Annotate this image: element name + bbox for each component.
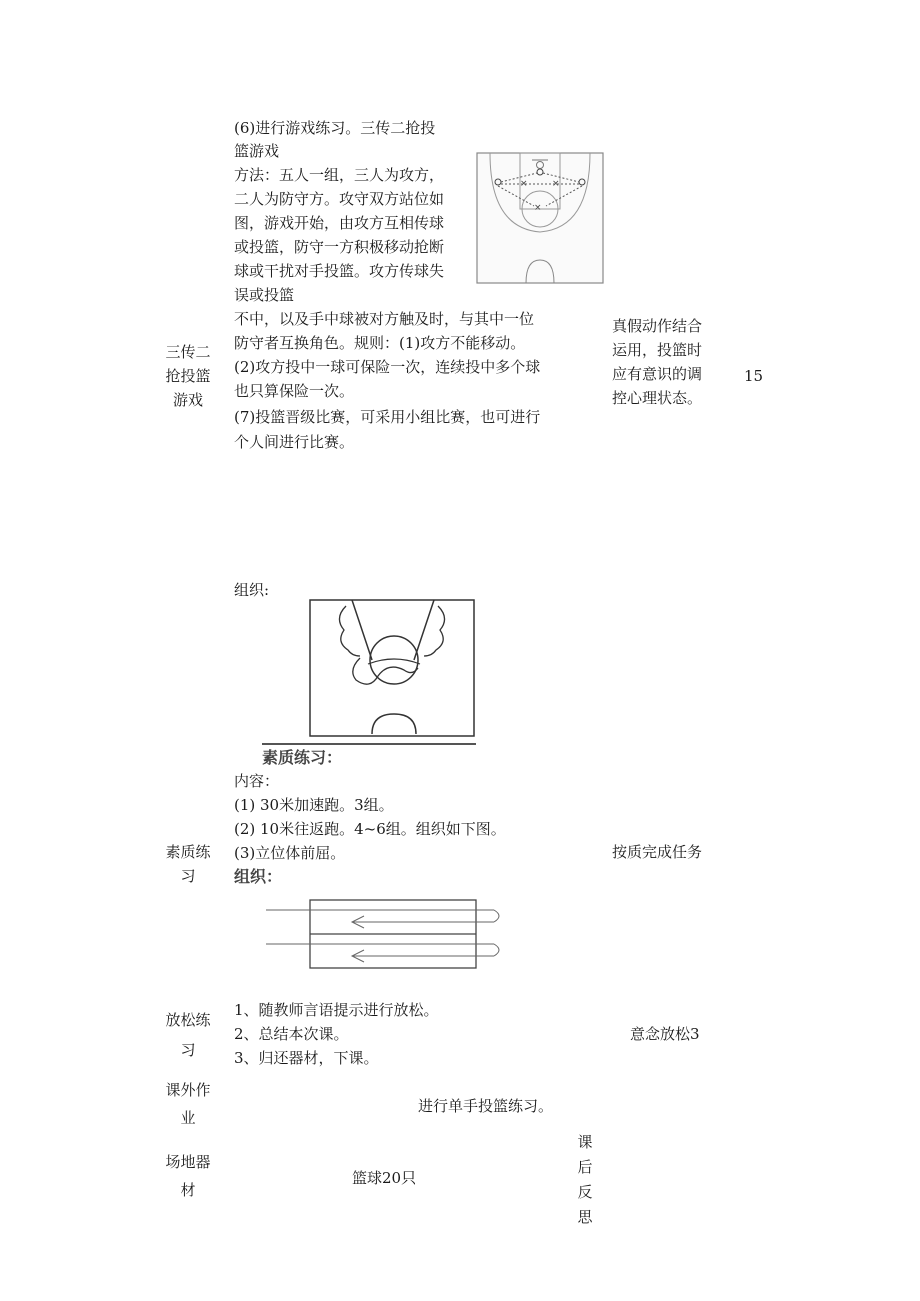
svg-text:×: × bbox=[534, 203, 542, 213]
content-line: (2) 10米往返跑。4~6组。组织如下图。 bbox=[234, 820, 506, 838]
section3-requirement: 意念放松3 bbox=[630, 1025, 700, 1043]
content-line: (1) 30米加速跑。3组。 bbox=[234, 796, 394, 814]
section1-requirement: 真假动作结合 运用，投篮时 应有意识的调 控心理状态。 bbox=[612, 317, 703, 407]
content-line: 方法：五人一组，三人为攻方， bbox=[234, 166, 445, 184]
content-line: 二人为防守方。攻守双方站位如 bbox=[234, 190, 445, 208]
content-line: 图，游戏开始，由攻方互相传球 bbox=[234, 214, 445, 232]
content-line: (3)立位体前屈。 bbox=[234, 844, 346, 862]
content-line: 球或干扰对手投篮。攻方传球失 bbox=[234, 262, 445, 280]
shuttle-run-diagram bbox=[266, 898, 506, 970]
section2-requirement: 按质完成任务 bbox=[612, 843, 703, 861]
reflection-label: 课 后 反 思 bbox=[577, 1133, 593, 1226]
section2-label: 素质练 习 bbox=[165, 843, 211, 885]
content-line: (2)攻方投中一球可保险一次，连续投中多个球 bbox=[234, 358, 541, 376]
half-court-diagram bbox=[476, 152, 604, 284]
section4-content: 进行单手投篮练习。 bbox=[418, 1097, 554, 1115]
content-line: 也只算保险一次。 bbox=[234, 382, 355, 400]
section2-org-label: 组织： bbox=[234, 867, 283, 886]
section4-label: 课外作 业 bbox=[165, 1081, 211, 1127]
content-line: 或投篮，防守一方积极移动抢断 bbox=[234, 238, 445, 256]
content-line: (6)进行游戏练习。三传二抢投 bbox=[234, 119, 436, 137]
svg-text:×: × bbox=[552, 179, 560, 189]
content-line: 篮游戏 bbox=[234, 142, 280, 160]
svg-text:×: × bbox=[520, 179, 528, 189]
section3-label: 放松练 习 bbox=[165, 1011, 211, 1059]
content-line: 内容： bbox=[234, 772, 280, 790]
section1-org-label: 组织: bbox=[234, 581, 270, 599]
content-line: 1、随教师言语提示进行放松。 bbox=[234, 1001, 439, 1019]
content-line: 2、总结本次课。 bbox=[234, 1025, 349, 1043]
content-line: 误或投篮 bbox=[234, 286, 295, 304]
content-line: (7)投篮晋级比赛，可采用小组比赛，也可进行 bbox=[234, 408, 541, 426]
shooting-drill-diagram bbox=[308, 598, 476, 748]
content-line: 个人间进行比赛。 bbox=[234, 433, 355, 451]
content-line: 防守者互换角色。规则：(1)攻方不能移动。 bbox=[234, 334, 526, 352]
section5-label: 场地器 材 bbox=[165, 1153, 211, 1199]
section1-label: 三传二 抢投篮 游戏 bbox=[165, 343, 211, 409]
section1-time: 15 bbox=[744, 367, 764, 385]
section2-heading: 素质练习： bbox=[262, 748, 343, 767]
content-line: 不中，以及手中球被对方触及时，与其中一位 bbox=[234, 310, 535, 328]
section5-content: 篮球20只 bbox=[352, 1169, 417, 1187]
content-line: 3、归还器材，下课。 bbox=[234, 1049, 379, 1067]
